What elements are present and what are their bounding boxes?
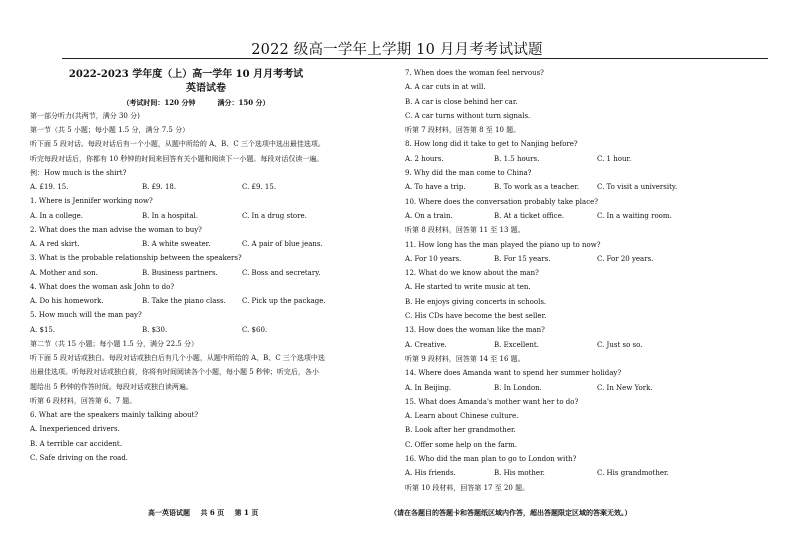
option-b: B. Business partners. — [142, 268, 218, 277]
text-line: 第二节（共 15 小题；每小题 1.5 分，满分 22.5 分） — [30, 339, 198, 348]
text-line: 听第 9 段材料，回答第 14 至 16 题。 — [405, 354, 525, 363]
text-line: 听第 8 段材料，回答第 11 至 13 题。 — [405, 226, 525, 235]
page-header-title: 2022 级高一学年上学期 10 月月考考试试题 — [251, 42, 543, 58]
text-line: B. Look after her grandmother. — [405, 426, 516, 435]
text-line: 2. What does the man advise the woman to buy? — [30, 225, 202, 234]
text-line: 5. How much will the man pay? — [30, 311, 142, 320]
option-c: C. £9. 15. — [242, 183, 277, 191]
exam-title: 2022-2023 学年度（上）高一学年 10 月月考考试 — [68, 69, 304, 80]
text-line: 9. Why did the man come to China? — [405, 169, 532, 178]
text-line: 1. Where is Jennifer working now? — [30, 197, 153, 206]
option-row — [405, 184, 777, 198]
option-a: A. Creative. — [405, 340, 447, 349]
text-line: 7. When does the woman feel nervous? — [405, 69, 544, 77]
option-c: C. In a waiting room. — [597, 211, 672, 220]
text-line: 8. How long did it take to get to Nanjing before? — [405, 140, 578, 149]
option-row — [30, 327, 392, 341]
option-b: B. Take the piano class. — [142, 297, 226, 305]
right-body — [405, 70, 777, 499]
option-a: A. His friends. — [405, 469, 456, 478]
text-line: 10. Where does the conversation probably take place? — [405, 197, 599, 206]
option-c: C. Pick up the package. — [242, 297, 326, 305]
option-b: B. Excellent. — [494, 340, 539, 349]
text-line: 12. What do we know about the man? — [405, 269, 539, 278]
option-b: B. For 15 years. — [494, 254, 551, 263]
option-row — [405, 470, 777, 484]
option-a: A. To have a trip. — [405, 183, 466, 192]
text-line: B. A car is close behind her car. — [405, 97, 518, 106]
left-column — [30, 70, 392, 469]
option-b: B. His mother. — [494, 469, 545, 478]
text-line: 听第 10 段材料，回答第 17 至 20 题。 — [405, 483, 530, 492]
option-c: C. $60. — [242, 325, 268, 334]
text-line: 听第 7 段材料，回答第 8 至 10 题。 — [405, 126, 521, 135]
option-c: C. A pair of blue jeans. — [242, 240, 323, 248]
text-line: 出最佳选项。听每段对话或独白前，你将有时间阅读各个小题，每小题 5 秒钟；听完后，各小 — [30, 368, 319, 377]
text-line: 第一部分听力(共两节，满分 30 分) — [30, 111, 140, 120]
text-line: 3. What is the probable relationship between the speakers? — [30, 254, 242, 263]
option-b: B. At a ticket office. — [494, 211, 565, 220]
option-c: C. To visit a university. — [597, 183, 678, 192]
page-footer-info — [148, 508, 258, 518]
exam-time: （考试时间：120 分钟 — [122, 97, 196, 107]
exam-subject: 英语试卷 — [186, 83, 226, 95]
option-row — [405, 385, 777, 399]
footer-notice: （请在各题目的答题卡和答题纸区域内作答，超出答题限定区域的答案无效。） — [390, 508, 632, 517]
option-c: C. Just so so. — [597, 340, 643, 349]
option-a: A. $15. — [30, 325, 56, 334]
right-column — [405, 70, 777, 499]
option-b: B. To work as a teacher. — [494, 183, 580, 192]
text-line: B. A terrible car accident. — [30, 439, 122, 448]
text-line: A. A car cuts in at will. — [405, 83, 486, 92]
option-b: B. In a hospital. — [142, 211, 198, 220]
text-line: C. Offer some help on the farm. — [405, 440, 517, 449]
text-line: 15. What does Amanda's mother want her to do? — [405, 397, 579, 406]
exam-score: 满分：150 分） — [217, 97, 270, 107]
option-b: B. £9. 18. — [142, 183, 177, 191]
option-row — [405, 256, 777, 270]
option-a: A. £19. 15. — [30, 183, 69, 191]
option-a: A. For 10 years. — [405, 254, 462, 263]
footer-subject: 高一英语试题 — [148, 508, 190, 517]
option-a: A. Mother and son. — [30, 268, 98, 277]
option-b: B. 1.5 hours. — [494, 154, 540, 163]
exam-info — [30, 99, 392, 113]
text-line: 听下面 5 段对话或独白。每段对话或独白后有几个小题，从题中所给的 A、B、C 三个选项中选 — [30, 354, 325, 362]
text-line: C. His CDs have become the best seller. — [405, 312, 547, 321]
option-c: C. Boss and secretary. — [242, 268, 321, 277]
option-a: A. Do his homework. — [30, 297, 104, 305]
option-a: A. In a college. — [30, 211, 84, 220]
text-line: 听下面 5 段对话。每段对话后有一个小题，从题中所给的 A、B、C 三个选项中选出最佳选项。 — [30, 140, 325, 149]
option-row — [405, 342, 777, 356]
option-a: A. In Beijing. — [405, 383, 452, 392]
option-c: C. 1 hour. — [597, 154, 632, 163]
text-line: 16. Who did the man plan to go to London with? — [405, 455, 577, 464]
option-row — [30, 270, 392, 284]
text-line: A. He started to write music at ten. — [405, 283, 531, 292]
text-line: 4. What does the woman ask John to do? — [30, 282, 175, 291]
option-row — [30, 184, 392, 198]
left-body — [30, 113, 392, 469]
option-a: A. 2 hours. — [405, 154, 444, 163]
text-line: 第一节（共 5 小题；每小题 1.5 分，满分 7.5 分） — [30, 126, 190, 134]
option-row — [30, 241, 392, 255]
option-c: C. In New York. — [597, 383, 653, 392]
option-row — [30, 213, 392, 227]
text-line: 6. What are the speakers mainly talking about? — [30, 411, 199, 419]
footer-page-number: 第 1 页 — [234, 508, 259, 517]
option-b: B. In London. — [494, 383, 542, 392]
option-c: C. His grandmother. — [597, 469, 669, 478]
text-line: C. Safe driving on the road. — [30, 453, 129, 462]
option-b: B. $30. — [142, 325, 168, 334]
option-c: C. For 20 years. — [597, 254, 654, 263]
text-line: B. He enjoys giving concerts in schools. — [405, 297, 547, 306]
option-a: A. On a train. — [405, 211, 453, 220]
option-a: A. A red skirt. — [30, 240, 80, 248]
text-line: 听完每段对话后，你都有 10 秒钟的时间来回答有关小题和阅读下一小题。每段对话仅读一遍。 — [30, 154, 324, 163]
option-row — [30, 298, 392, 312]
text-line: A. Learn about Chinese culture. — [405, 412, 519, 421]
text-line: C. A car turns without turn signals. — [405, 111, 531, 120]
footer-total-pages: 共 6 页 — [200, 508, 225, 517]
option-row — [405, 156, 777, 170]
text-line: 14. Where does Amanda want to spend her summer holiday? — [405, 369, 622, 378]
option-c: C. In a drug store. — [242, 211, 307, 220]
option-b: B. A white sweater. — [142, 240, 211, 248]
text-line: 13. How does the woman like the man? — [405, 326, 545, 335]
header-divider — [62, 58, 768, 59]
text-line: 题给出 5 秒钟的作答时间。每段对话或独白读两遍。 — [30, 382, 193, 391]
text-line: 11. How long has the man played the piano up to now? — [405, 240, 601, 249]
text-line: A. Inexperienced drivers. — [30, 425, 120, 434]
text-line: 听第 6 段材料，回答第 6、7 题。 — [30, 396, 137, 405]
text-line: 例：How much is the shirt? — [30, 168, 127, 177]
